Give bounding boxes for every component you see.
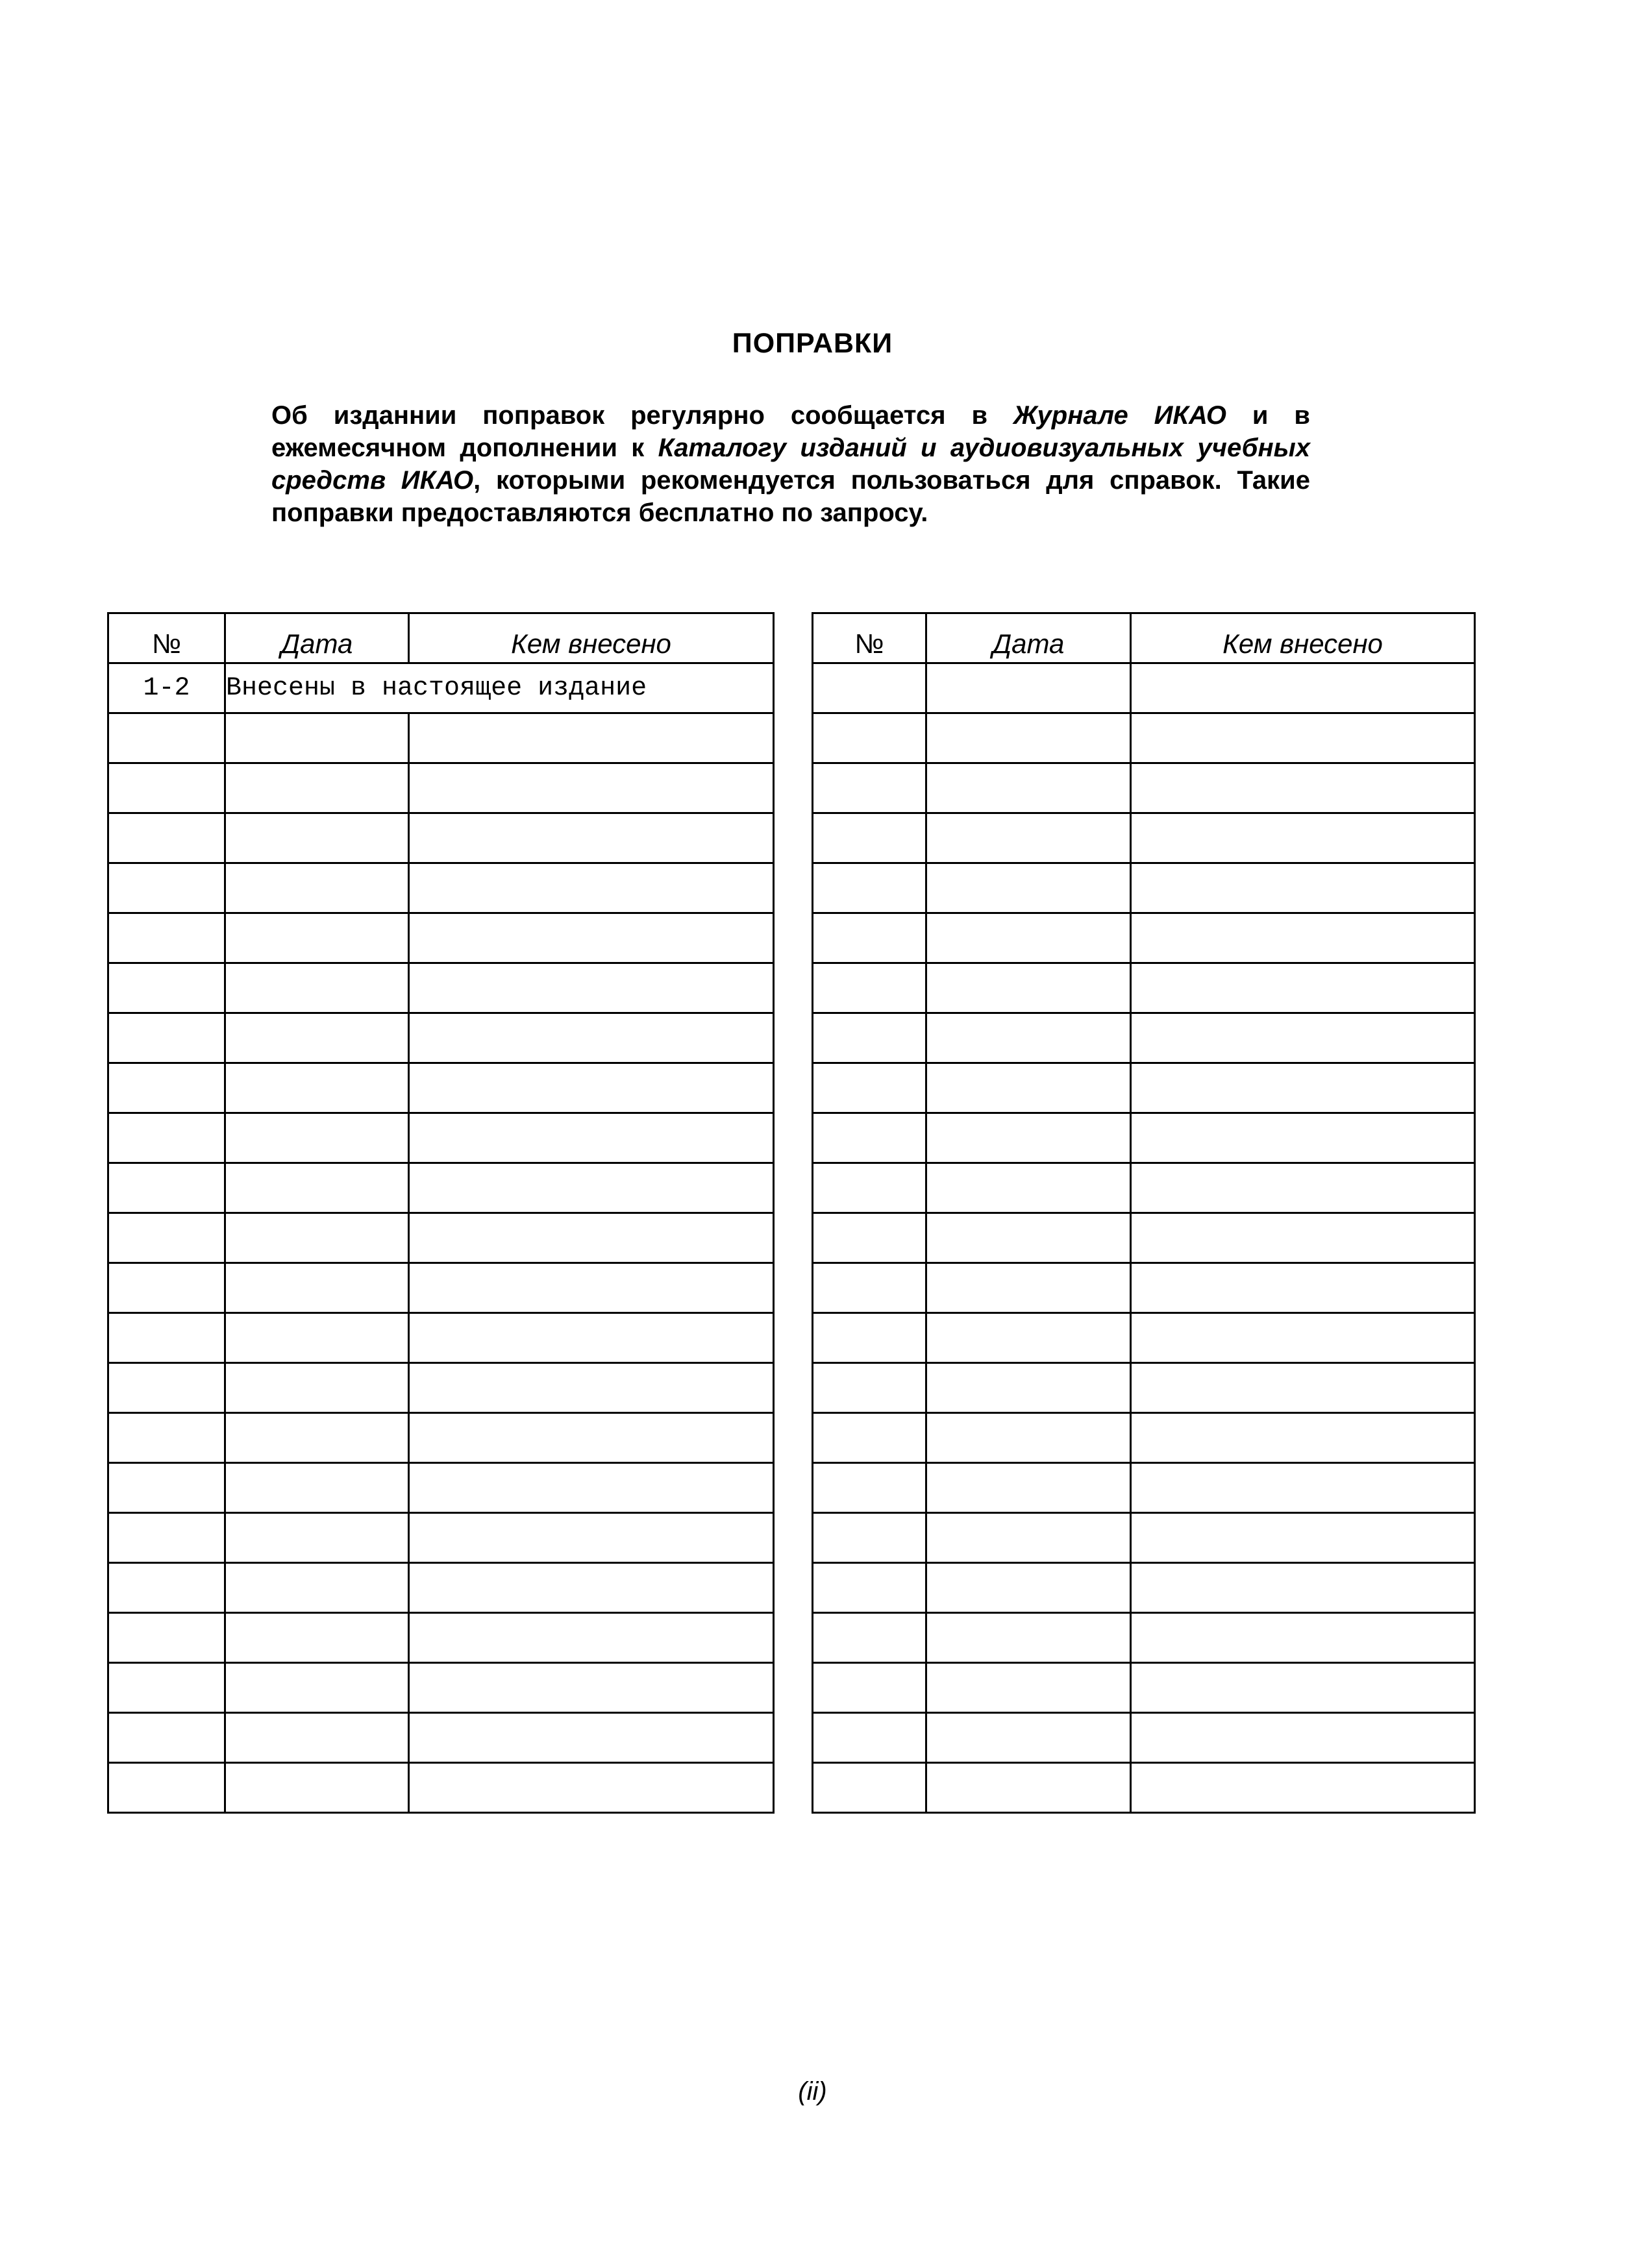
table-cell — [108, 1263, 225, 1313]
table-cell — [225, 1063, 409, 1113]
table-row — [108, 1613, 774, 1663]
header-entered-by: Кем внесено — [1131, 613, 1475, 663]
table-cell — [1131, 1613, 1475, 1663]
intro-text-1: Об изданнии поправок регулярно сообщается в — [271, 401, 1013, 430]
table-row — [813, 963, 1475, 1013]
table-cell — [813, 813, 926, 863]
table-cell — [108, 1063, 225, 1113]
page-title: ПОПРАВКИ — [732, 328, 893, 359]
table-cell — [225, 963, 409, 1013]
table-cell — [409, 763, 774, 813]
table-cell — [225, 1263, 409, 1313]
page-number: (ii) — [798, 2077, 827, 2106]
table-cell — [108, 1463, 225, 1513]
table-row — [108, 813, 774, 863]
table-row — [108, 1113, 774, 1163]
table-header-row — [108, 613, 774, 663]
table-cell — [108, 1613, 225, 1663]
table-row — [108, 1463, 774, 1513]
table-cell — [813, 1113, 926, 1163]
table-row — [108, 1363, 774, 1413]
table-cell — [813, 1563, 926, 1613]
table-cell — [1131, 1713, 1475, 1763]
table-row — [813, 1313, 1475, 1363]
table-cell — [1131, 913, 1475, 963]
table-cell — [225, 763, 409, 813]
table-row — [108, 1163, 774, 1213]
table-cell — [1131, 663, 1475, 713]
table-row — [813, 1663, 1475, 1713]
table-cell — [926, 1413, 1131, 1463]
table-row — [813, 1613, 1475, 1663]
table-cell — [225, 713, 409, 763]
table-cell — [409, 913, 774, 963]
table-cell — [926, 1663, 1131, 1713]
table-cell — [108, 963, 225, 1013]
intro-paragraph — [271, 399, 1310, 529]
amendment-note: Внесены в настоящее издание — [225, 663, 774, 713]
table-row — [108, 763, 774, 813]
table-row — [813, 863, 1475, 913]
table-cell — [926, 1013, 1131, 1063]
table-cell — [108, 1663, 225, 1713]
table-cell — [926, 1713, 1131, 1763]
table-cell — [1131, 1213, 1475, 1263]
table-cell — [1131, 713, 1475, 763]
table-cell — [1131, 1013, 1475, 1063]
table-cell — [813, 1163, 926, 1213]
table-cell — [813, 1063, 926, 1113]
table-row — [108, 1313, 774, 1363]
table-cell — [926, 863, 1131, 913]
table-cell — [225, 1413, 409, 1463]
table-cell — [409, 1513, 774, 1563]
table-cell — [225, 1313, 409, 1363]
table-row — [108, 1413, 774, 1463]
table-header-row — [813, 613, 1475, 663]
table-row — [108, 1513, 774, 1563]
table-cell — [813, 1513, 926, 1563]
table-row — [813, 1213, 1475, 1263]
table-cell — [1131, 1663, 1475, 1713]
header-number: № — [108, 613, 225, 663]
table-cell — [409, 1163, 774, 1213]
table-row — [813, 1263, 1475, 1313]
table-cell — [225, 1513, 409, 1563]
table-cell — [108, 863, 225, 913]
amendments-table-right — [812, 612, 1476, 1814]
table-cell — [926, 1263, 1131, 1313]
table-cell — [108, 1163, 225, 1213]
table-cell — [409, 963, 774, 1013]
table-cell — [813, 963, 926, 1013]
table-cell — [813, 1713, 926, 1763]
table-cell — [813, 913, 926, 963]
table-row — [813, 663, 1475, 713]
table-cell — [225, 1463, 409, 1513]
table-row — [108, 913, 774, 963]
table-cell — [813, 663, 926, 713]
table-cell — [926, 1563, 1131, 1613]
table-cell — [926, 1463, 1131, 1513]
table-cell — [926, 1513, 1131, 1563]
table-row — [108, 1063, 774, 1113]
amendments-table-left — [107, 612, 775, 1814]
table-cell — [926, 813, 1131, 863]
table-cell — [108, 1563, 225, 1613]
table-row — [813, 1363, 1475, 1413]
header-date: Дата — [926, 613, 1131, 663]
table-cell — [225, 1163, 409, 1213]
table-cell — [926, 1213, 1131, 1263]
table-cell — [1131, 763, 1475, 813]
table-row — [813, 1113, 1475, 1163]
table-row — [813, 1763, 1475, 1813]
table-cell — [225, 1213, 409, 1263]
table-cell — [409, 1413, 774, 1463]
table-cell — [409, 1063, 774, 1113]
header-number: № — [813, 613, 926, 663]
table-row — [813, 763, 1475, 813]
table-cell — [813, 863, 926, 913]
table-row — [108, 863, 774, 913]
table-cell — [926, 763, 1131, 813]
table-row — [108, 713, 774, 763]
table-cell — [225, 1113, 409, 1163]
table-cell — [813, 1613, 926, 1663]
table-cell — [813, 1763, 926, 1813]
table-cell — [926, 713, 1131, 763]
intro-text-2: и в ежемесячном дополнении к — [271, 401, 1311, 462]
table-row — [108, 663, 774, 713]
table-cell — [813, 713, 926, 763]
table-cell — [225, 1663, 409, 1713]
table-cell — [409, 1463, 774, 1513]
table-cell — [1131, 1263, 1475, 1313]
table-cell — [813, 1213, 926, 1263]
table-cell — [108, 1363, 225, 1413]
table-cell — [1131, 1313, 1475, 1363]
table-cell — [108, 1113, 225, 1163]
table-cell — [409, 1213, 774, 1263]
table-cell — [1131, 863, 1475, 913]
table-row — [108, 963, 774, 1013]
table-row — [813, 1713, 1475, 1763]
table-cell — [225, 913, 409, 963]
table-row — [108, 1713, 774, 1763]
table-cell — [409, 863, 774, 913]
table-cell — [926, 663, 1131, 713]
table-cell — [1131, 1413, 1475, 1463]
table-cell — [1131, 1463, 1475, 1513]
table-row — [813, 1013, 1475, 1063]
table-cell — [108, 1013, 225, 1063]
table-cell — [1131, 1563, 1475, 1613]
table-cell — [1131, 1063, 1475, 1113]
table-row — [108, 1263, 774, 1313]
table-cell — [108, 1513, 225, 1563]
table-cell — [813, 763, 926, 813]
table-cell — [409, 1113, 774, 1163]
table-cell — [225, 1013, 409, 1063]
table-cell — [225, 1713, 409, 1763]
table-cell — [926, 963, 1131, 1013]
table-row — [813, 1063, 1475, 1113]
table-cell — [813, 1463, 926, 1513]
table-cell — [1131, 1113, 1475, 1163]
table-cell — [409, 1563, 774, 1613]
table-cell — [108, 763, 225, 813]
table-cell — [926, 1113, 1131, 1163]
table-cell — [108, 813, 225, 863]
table-row — [108, 1763, 774, 1813]
table-row — [813, 1163, 1475, 1213]
table-cell — [409, 1763, 774, 1813]
table-cell — [813, 1363, 926, 1413]
table-cell — [409, 813, 774, 863]
table-cell — [926, 1363, 1131, 1413]
table-cell — [813, 1663, 926, 1713]
table-cell — [225, 1563, 409, 1613]
table-cell — [409, 1263, 774, 1313]
table-row — [813, 1513, 1475, 1563]
table-row — [108, 1213, 774, 1263]
table-cell — [409, 1013, 774, 1063]
table-cell — [108, 1213, 225, 1263]
table-row — [108, 1563, 774, 1613]
table-cell — [225, 1613, 409, 1663]
table-cell — [225, 813, 409, 863]
catalog-title: Каталогу изданий и аудиовизуальных учебных средств ИКАО — [271, 434, 1311, 495]
table-cell — [108, 1413, 225, 1463]
table-cell — [813, 1313, 926, 1363]
table-cell — [225, 1763, 409, 1813]
table-cell — [926, 1313, 1131, 1363]
table-cell — [108, 913, 225, 963]
table-row — [108, 1663, 774, 1713]
intro-text-3: , которыми рекомендуется пользоваться для справок. Такие поправки предоставляются бесплатно по запросу. — [271, 466, 1311, 527]
amendment-number: 1-2 — [108, 663, 225, 713]
table-cell — [1131, 1513, 1475, 1563]
table-row — [813, 913, 1475, 963]
table-row — [813, 1563, 1475, 1613]
journal-title: Журнале ИКАО — [1013, 401, 1226, 430]
table-row — [108, 1013, 774, 1063]
table-cell — [1131, 1763, 1475, 1813]
table-cell — [1131, 963, 1475, 1013]
table-cell — [1131, 813, 1475, 863]
table-cell — [409, 713, 774, 763]
table-cell — [926, 1613, 1131, 1663]
table-cell — [926, 1063, 1131, 1113]
table-cell — [409, 1713, 774, 1763]
table-cell — [409, 1663, 774, 1713]
table-row — [813, 713, 1475, 763]
table-cell — [108, 1713, 225, 1763]
table-cell — [813, 1263, 926, 1313]
header-entered-by: Кем внесено — [409, 613, 774, 663]
table-row — [813, 1463, 1475, 1513]
table-cell — [108, 1763, 225, 1813]
table-row — [813, 1413, 1475, 1463]
table-cell — [926, 1763, 1131, 1813]
table-cell — [409, 1613, 774, 1663]
table-cell — [225, 863, 409, 913]
table-cell — [409, 1313, 774, 1363]
table-cell — [108, 1313, 225, 1363]
table-cell — [813, 1413, 926, 1463]
table-cell — [108, 713, 225, 763]
table-row — [813, 813, 1475, 863]
table-cell — [409, 1363, 774, 1413]
table-cell — [926, 913, 1131, 963]
table-cell — [813, 1013, 926, 1063]
table-cell — [1131, 1163, 1475, 1213]
header-date: Дата — [225, 613, 409, 663]
table-cell — [1131, 1363, 1475, 1413]
table-cell — [926, 1163, 1131, 1213]
table-cell — [225, 1363, 409, 1413]
